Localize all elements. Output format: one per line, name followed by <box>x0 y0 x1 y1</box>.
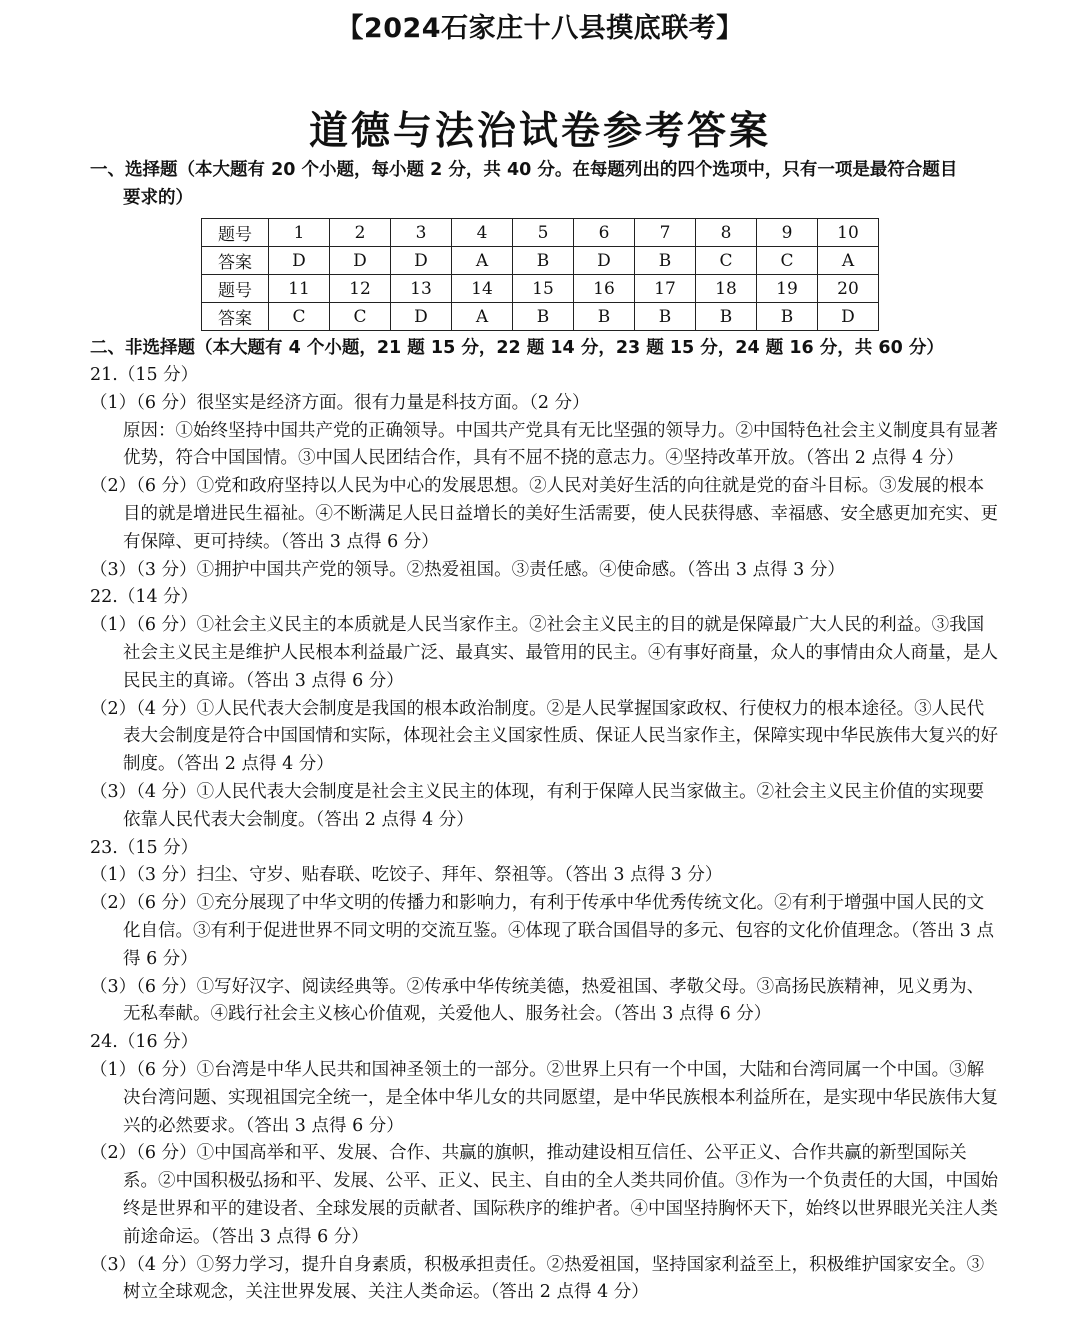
answer-table-cell: 20 <box>818 275 879 303</box>
answer-table-cell: A <box>452 247 513 275</box>
q23-part2: （2）（6 分）①充分展现了中华文明的传播力和影响力，有利于传承中华优秀传统文化。②有利于增强中国人民的文化自信。③有利于促进世界不同文明的交流互鉴。④体现了联合国倡导的多元、包容的文化价值理念。（答出 3 点得 6 分） <box>90 893 995 969</box>
answer-table-cell: A <box>818 247 879 275</box>
answer-table-row <box>202 219 879 247</box>
answer-table-cell: B <box>635 247 696 275</box>
answer-table-cell: D <box>330 247 391 275</box>
answer-table-cell: 11 <box>269 275 330 303</box>
exam-source-header: 【2024石家庄十八县摸底联考】 <box>336 13 744 44</box>
answer-table-row-label: 答案 <box>202 303 269 331</box>
q21-part2: （2）（6 分）①党和政府坚持以人民为中心的发展思想。②人民对美好生活的向往就是党的奋斗目标。③发展的根本目的就是增进民生福祉。④不断满足人民日益增长的美好生活需要，使人民获得感、幸福感、安全感更加充实、更有保障、更可持续。（答出 3 点得 6 分） <box>90 476 998 552</box>
q24-part3: （3）（4 分）①努力学习，提升自身素质，积极承担责任。②热爱祖国，坚持国家利益至上，积极维护国家安全。③树立全球观念，关注世界发展、关注人类命运。（答出 2 点得 4 分） <box>90 1254 985 1303</box>
answer-table-cell: 4 <box>452 219 513 247</box>
page-title: 道德与法治试卷参考答案 <box>308 109 771 154</box>
answer-table-cell: B <box>574 303 635 331</box>
q21-part1: （1）（6 分）很坚实是经济方面。很有力量是科技方面。（2 分） <box>90 392 590 413</box>
q23-heading: 23.（15 分） <box>90 837 199 858</box>
section-1-heading <box>90 156 1000 212</box>
section-1-line1: 一、选择题（本大题有 20 个小题，每小题 2 分，共 40 分。在每题列出的四个选项中，只有一项是最符合题目 <box>90 160 958 180</box>
answer-table-cell: D <box>818 303 879 331</box>
answer-table-cell: 14 <box>452 275 513 303</box>
answer-table-row <box>202 247 879 275</box>
answer-table-row-label: 题号 <box>202 219 269 247</box>
answer-table-cell: D <box>391 303 452 331</box>
q22-part3: （3）（4 分）①人民代表大会制度是社会主义民主的体现，有利于保障人民当家做主。②社会主义民主价值的实现要依靠人民代表大会制度。（答出 2 点得 4 分） <box>90 781 985 830</box>
answer-table-cell: B <box>635 303 696 331</box>
answer-table-cell: 12 <box>330 275 391 303</box>
q22-part1: （1）（6 分）①社会主义民主的本质就是人民当家作主。②社会主义民主的目的就是保障最广大人民的利益。③我国社会主义民主是维护人民根本利益最广泛、最真实、最管用的民主。④有事好商量，众人的事情由众人商量，是人民民主的真谛。（答出 3 点得 6 分） <box>90 615 998 691</box>
section-2-heading: 二、非选择题（本大题有 4 个小题，21 题 15 分，22 题 14 分，23 题 15 分，24 题 16 分，共 60 分） <box>90 338 944 358</box>
answer-table-row-label: 答案 <box>202 247 269 275</box>
answer-table-cell: 3 <box>391 219 452 247</box>
answer-table-row-label: 题号 <box>202 275 269 303</box>
q22-part2: （2）（4 分）①人民代表大会制度是我国的根本政治制度。②是人民掌握国家政权、行使权力的根本途径。③人民代表大会制度是符合中国国情和实际，体现社会主义国家性质、保证人民当家作主，保障实现中华民族伟大复兴的好制度。（答出 2 点得 4 分） <box>90 698 998 775</box>
q23-part3: （3）（6 分）①写好汉字、阅读经典等。②传承中华传统美德，热爱祖国、孝敬父母。③高扬民族精神，见义勇为、无私奉献。④践行社会主义核心价值观，关爱他人、服务社会。（答出 3 点得 6 分） <box>90 976 985 1025</box>
answer-table-cell: 2 <box>330 219 391 247</box>
answer-table-cell: D <box>269 247 330 275</box>
answer-body <box>90 362 1000 1307</box>
answer-table-row <box>202 303 879 331</box>
q23-part1: （1）（3 分）扫尘、守岁、贴春联、吃饺子、拜年、祭祖等。（答出 3 点得 3 分） <box>90 865 723 886</box>
answer-table-cell: 16 <box>574 275 635 303</box>
q24-heading: 24.（16 分） <box>90 1032 199 1053</box>
q21-heading: 21.（15 分） <box>90 365 199 385</box>
q21-part3: （3）（3 分）①拥护中国共产党的领导。②热爱祖国。③责任感。④使命感。（答出 3 点得 3 分） <box>90 559 845 580</box>
answer-table-cell: 7 <box>635 219 696 247</box>
q24-part1: （1）（6 分）①台湾是中华人民共和国神圣领土的一部分。②世界上只有一个中国，大陆和台湾同属一个中国。③解决台湾问题、实现祖国完全统一，是全体中华儿女的共同愿望，是中华民族根本利益所在，是实现中华民族伟大复兴的必然要求。（答出 3 点得 6 分） <box>90 1059 998 1136</box>
q24-part2: （2）（6 分）①中国高举和平、发展、合作、共赢的旗帜，推动建设相互信任、公平正义、合作共赢的新型国际关系。②中国积极弘扬和平、发展、公平、正义、民主、自由的全人类共同价值。③作为一个负责任的大国，中国始终是世界和平的建设者、全球发展的贡献者、国际秩序的维护者。④中国坚持胸怀天下，始终以世界眼光关注人类前途命运。（答出 3 点得 6 分） <box>90 1143 998 1247</box>
answer-table-row <box>202 275 879 303</box>
answer-table-cell: 18 <box>696 275 757 303</box>
answer-table-cell: 13 <box>391 275 452 303</box>
answer-table-cell: B <box>696 303 757 331</box>
answer-table-cell: D <box>391 247 452 275</box>
answer-table-cell: A <box>452 303 513 331</box>
answer-table-cell: C <box>269 303 330 331</box>
answer-table-cell: 6 <box>574 219 635 247</box>
answer-table-cell: C <box>330 303 391 331</box>
answer-table-cell: 10 <box>818 219 879 247</box>
q21-part1-reasons: 原因：①始终坚持中国共产党的正确领导。中国共产党具有无比坚强的领导力。②中国特色社会主义制度具有显著优势，符合中国国情。③中国人民团结合作，具有不屈不挠的意志力。④坚持改革开放。（答出 2 点得 4 分） <box>123 420 998 469</box>
answer-table-cell: 17 <box>635 275 696 303</box>
answer-table-cell: B <box>513 303 574 331</box>
section-1-line2: 要求的） <box>123 188 193 208</box>
answer-table-cell: B <box>513 247 574 275</box>
q22-heading: 22.（14 分） <box>90 587 199 608</box>
answer-table-cell: 15 <box>513 275 574 303</box>
answer-table-cell: 1 <box>269 219 330 247</box>
answer-table-cell: D <box>574 247 635 275</box>
answer-table-cell: C <box>696 247 757 275</box>
answer-table-cell: C <box>757 247 818 275</box>
answer-table-cell: 9 <box>757 219 818 247</box>
answer-table-cell: 5 <box>513 219 574 247</box>
answer-table <box>201 218 879 331</box>
answer-table-cell: 19 <box>757 275 818 303</box>
answer-table-cell: 8 <box>696 219 757 247</box>
answer-table-cell: B <box>757 303 818 331</box>
